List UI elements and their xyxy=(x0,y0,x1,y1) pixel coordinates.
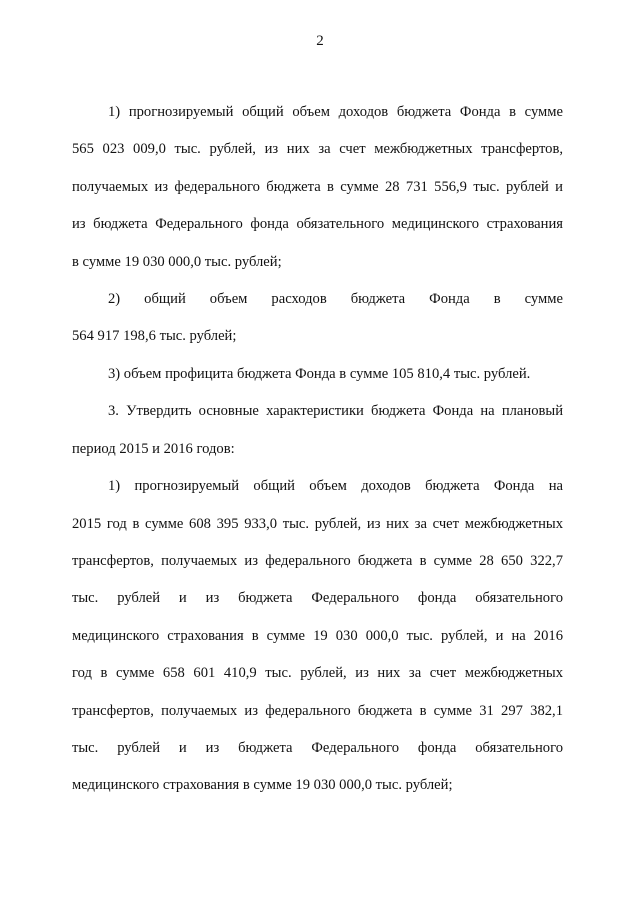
text-line: тыс. рублей и из бюджета Федерального фонда обязательного xyxy=(72,740,563,756)
text-line: медицинского страхования в сумме 19 030 000,0 тыс. рублей, и на 2016 xyxy=(72,628,563,644)
text-line: период 2015 и 2016 годов: xyxy=(72,441,235,457)
text-line: в сумме 19 030 000,0 тыс. рублей; xyxy=(72,254,282,270)
text-line: 564 917 198,6 тыс. рублей; xyxy=(72,328,237,344)
text-line: 3) объем профицита бюджета Фонда в сумме 105 810,4 тыс. рублей. xyxy=(108,366,531,382)
text-line: получаемых из федерального бюджета в сумме 28 731 556,9 тыс. рублей и xyxy=(72,179,563,195)
page-number: 2 xyxy=(316,33,324,49)
text-line: 1) прогнозируемый общий объем доходов бюджета Фонда на xyxy=(108,478,563,494)
text-line: год в сумме 658 601 410,9 тыс. рублей, из них за счет межбюджетных xyxy=(72,665,563,681)
text-line: трансфертов, получаемых из федерального бюджета в сумме 28 650 322,7 xyxy=(72,553,563,569)
text-line: медицинского страхования в сумме 19 030 000,0 тыс. рублей; xyxy=(72,777,453,793)
text-line: тыс. рублей и из бюджета Федерального фонда обязательного xyxy=(72,590,563,606)
text-line: из бюджета Федерального фонда обязательного медицинского страхования xyxy=(72,216,563,232)
text-line: 2) общий объем расходов бюджета Фонда в сумме xyxy=(108,291,563,307)
text-line: 565 023 009,0 тыс. рублей, из них за счет межбюджетных трансфертов, xyxy=(72,141,563,157)
text-line: 2015 год в сумме 608 395 933,0 тыс. рублей, из них за счет межбюджетных xyxy=(72,516,563,532)
text-line: 1) прогнозируемый общий объем доходов бюджета Фонда в сумме xyxy=(108,104,563,120)
text-line: трансфертов, получаемых из федерального бюджета в сумме 31 297 382,1 xyxy=(72,703,563,719)
text-line: 3. Утвердить основные характеристики бюджета Фонда на плановый xyxy=(108,403,563,419)
